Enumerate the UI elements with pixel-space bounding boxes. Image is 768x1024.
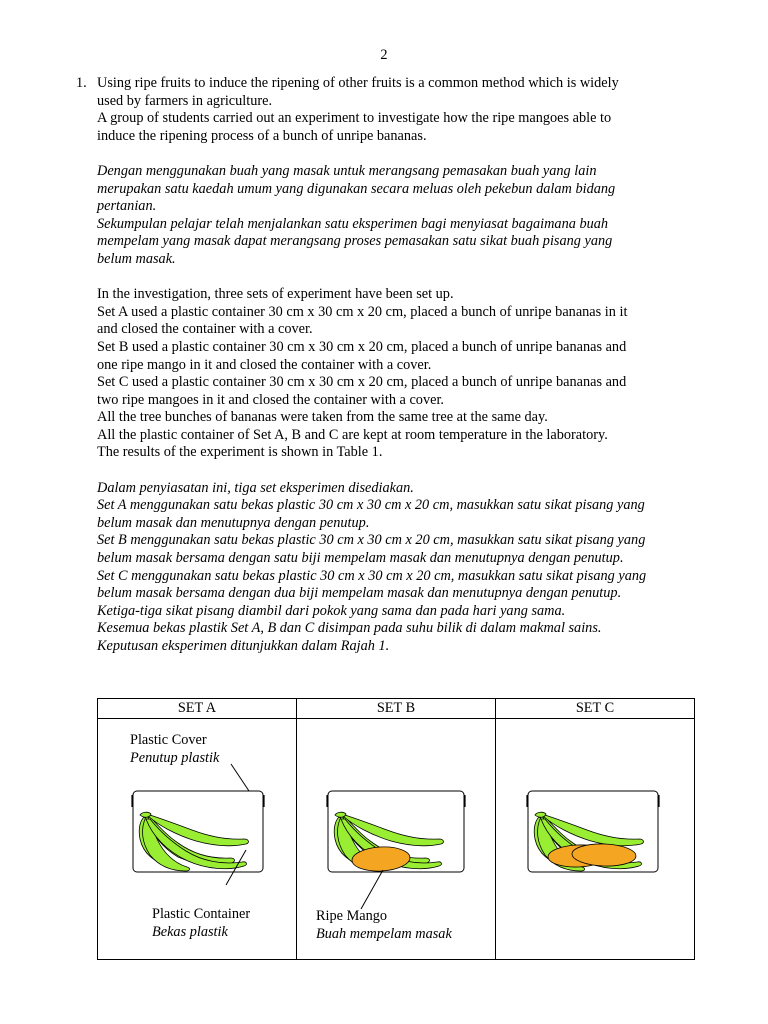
intro-en-line: used by farmers in agriculture. [97,92,273,109]
setup-ms-line: Keputusan eksperimen ditunjukkan dalam Rajah 1. [97,638,390,654]
setup-ms-line: Set A menggunakan satu bekas plastic 30 cm x 30 cm x 20 cm, masukkan satu sikat pisang yang [97,497,645,514]
banana-stem [140,812,151,817]
intro-en-line: Using ripe fruits to induce the ripening of other fruits is a common method which is widely [97,75,619,91]
container-label-en: Plastic Container [152,906,251,922]
results-table [97,698,695,960]
mango-label-ms: Buah mempelam masak [316,926,452,942]
setup-ms-line: Ketiga-tiga sikat pisang diambil dari pokok yang sama dan pada hari yang sama. [97,602,566,619]
intro-ms-line: belum masak. [97,250,176,267]
intro-malay [97,163,707,269]
setup-ms-line: Set C menggunakan satu bekas plastic 30 cm x 30 cm x 20 cm, masukkan satu sikat pisang yang [97,567,647,584]
intro-ms-line: Sekumpulan pelajar telah menjalankan satu eksperimen bagi menyiasat bagaimana buah [97,215,609,232]
container-label-ms: Bekas plastik [152,924,228,940]
setup-en-line: and closed the container with a cover. [97,321,313,338]
header-set-c: SET C [496,699,695,719]
mango-pointer-line [361,870,383,909]
intro-ms-line: Dengan menggunakan buah yang masak untuk merangsang pemasakan buah yang lain [97,162,597,179]
setup-en-line: Set B used a plastic container 30 cm x 30 cm x 20 cm, placed a bunch of unripe bananas and [97,338,627,355]
setup-ms-line: belum masak bersama dengan satu biji mempelam masak dan menutupnya dengan penutup. [97,550,624,567]
container-label [152,905,250,941]
setup-ms-line: Set B menggunakan satu bekas plastic 30 cm x 30 cm x 20 cm, masukkan satu sikat pisang yang [97,532,646,549]
table-body-row [98,719,695,960]
cell-set-a [98,719,297,960]
intro-en-line: induce the ripening process of a bunch of unripe bananas. [97,127,427,144]
intro-english [97,75,707,145]
mango-label [316,907,452,943]
header-set-b: SET B [297,699,496,719]
setup-ms-line: belum masak bersama dengan dua biji mempelam masak dan menutupnya dengan penutup. [97,585,622,602]
cell-set-b [297,719,496,960]
question-body [97,75,707,656]
setup-malay [97,480,707,656]
intro-ms-line: pertanian. [97,198,157,215]
question-number: 1. [76,75,87,91]
mango-label-en: Ripe Mango [316,908,388,924]
intro-ms-line: merupakan satu kaedah umum yang digunakan secara meluas oleh pekebun dalam bidang [97,180,616,197]
setup-ms-line: belum masak dan menutupnya dengan penutup. [97,514,370,531]
intro-en-line: A group of students carried out an experiment to investigate how the ripe mangoes able to [97,110,612,127]
setup-en-line: Set C used a plastic container 30 cm x 30 cm x 20 cm, placed a bunch of unripe bananas and [97,374,627,391]
header-set-a: SET A [98,699,297,719]
setup-en-line: two ripe mangoes in it and closed the container with a cover. [97,391,444,408]
cell-set-c [496,719,695,960]
cover-label-ms: Penutup plastik [130,750,220,766]
table-header-row [98,699,695,719]
setup-english [97,286,707,462]
setup-ms-line: Dalam penyiasatan ini, tiga set eksperimen disediakan. [97,479,414,496]
setup-ms-line: Kesemua bekas plastik Set A, B dan C disimpan pada suhu bilik di dalam makmal sains. [97,620,602,637]
setup-en-line: All the tree bunches of bananas were taken from the same tree at the same day. [97,409,548,426]
setup-en-line: In the investigation, three sets of experiment have been set up. [97,286,454,303]
page-number: 2 [380,47,388,63]
banana-stem [335,812,346,817]
setup-en-line: The results of the experiment is shown in Table 1. [97,444,383,461]
cover-pointer-line [231,764,249,791]
intro-ms-line: mempelam yang masak dapat merangsang proses pemasakan satu sikat buah pisang yang [97,233,613,250]
set-c-illustration [496,719,695,961]
cover-label-en: Plastic Cover [130,732,207,748]
setup-en-line: Set A used a plastic container 30 cm x 30 cm x 20 cm, placed a bunch of unripe bananas in it [97,303,628,320]
setup-en-line: one ripe mango in it and closed the container with a cover. [97,356,432,373]
setup-en-line: All the plastic container of Set A, B and C are kept at room temperature in the laboratory. [97,426,608,443]
banana-stem [535,812,546,817]
